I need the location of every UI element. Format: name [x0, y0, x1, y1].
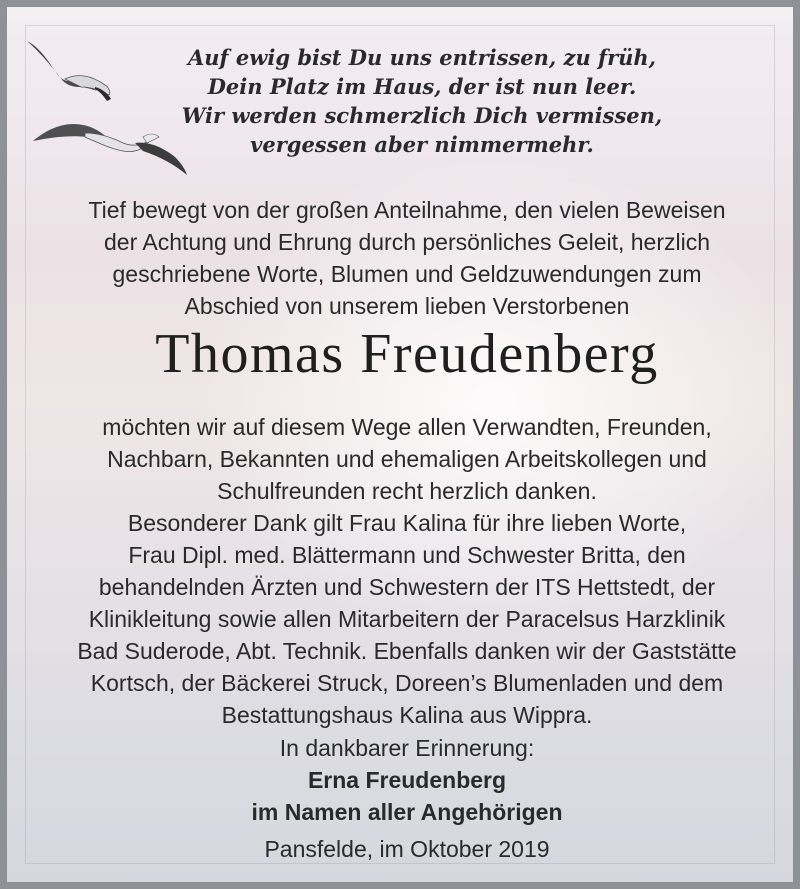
place-date: Pansfelde, im Oktober 2019: [264, 836, 550, 862]
intro-line: der Achtung und Ehrung durch persönliches Geleit, herzlich: [103, 229, 711, 255]
deceased-name: Thomas Freudenberg: [155, 323, 659, 385]
poem-line: Wir werden schmerzlich Dich vermissen,: [181, 103, 663, 128]
thanks-line: Schulfreunden recht herzlich danken.: [217, 478, 597, 504]
intro-line: geschriebene Worte, Blumen und Geldzuwendungen zum: [112, 261, 702, 287]
intro-text: [7, 194, 800, 322]
signer-family: im Namen aller Angehörigen: [251, 799, 563, 825]
poem-line: Dein Platz im Haus, der ist nun leer.: [207, 74, 637, 99]
intro-line: Abschied von unserem lieben Verstorbenen: [184, 293, 630, 319]
poem-line: vergessen aber nimmermehr.: [250, 132, 594, 157]
thanks-line: Nachbarn, Bekannten und ehemaligen Arbeitskollegen und: [107, 446, 707, 472]
signer-name: Erna Freudenberg: [307, 767, 507, 793]
poem: [7, 43, 800, 159]
thanks-line: Frau Dipl. med. Blättermann und Schwester Britta, den: [128, 542, 686, 568]
closing-intro: In dankbarer Erinnerung:: [279, 735, 535, 761]
thanks-line: Besonderer Dank gilt Frau Kalina für ihre lieben Worte,: [127, 510, 687, 536]
intro-line: Tief bewegt von der großen Anteilnahme, den vielen Beweisen: [88, 197, 726, 223]
thanks-line: möchten wir auf diesem Wege allen Verwandten, Freunden,: [102, 414, 712, 440]
thanks-line: Klinikleitung sowie allen Mitarbeitern der Paracelsus Harzklinik: [88, 606, 726, 632]
thanks-line: Bestattungshaus Kalina aus Wippra.: [221, 702, 593, 728]
poem-line: Auf ewig bist Du uns entrissen, zu früh,: [188, 45, 656, 70]
closing-block: [7, 732, 800, 828]
thanks-line: Kortsch, der Bäckerei Struck, Doreen’s Blumenladen und dem: [90, 670, 724, 696]
thanks-text: [7, 411, 800, 731]
thanks-line: behandelnden Ärzten und Schwestern der ITS Hettstedt, der: [98, 574, 716, 600]
thanks-line: Bad Suderode, Abt. Technik. Ebenfalls danken wir der Gaststätte: [77, 638, 737, 664]
